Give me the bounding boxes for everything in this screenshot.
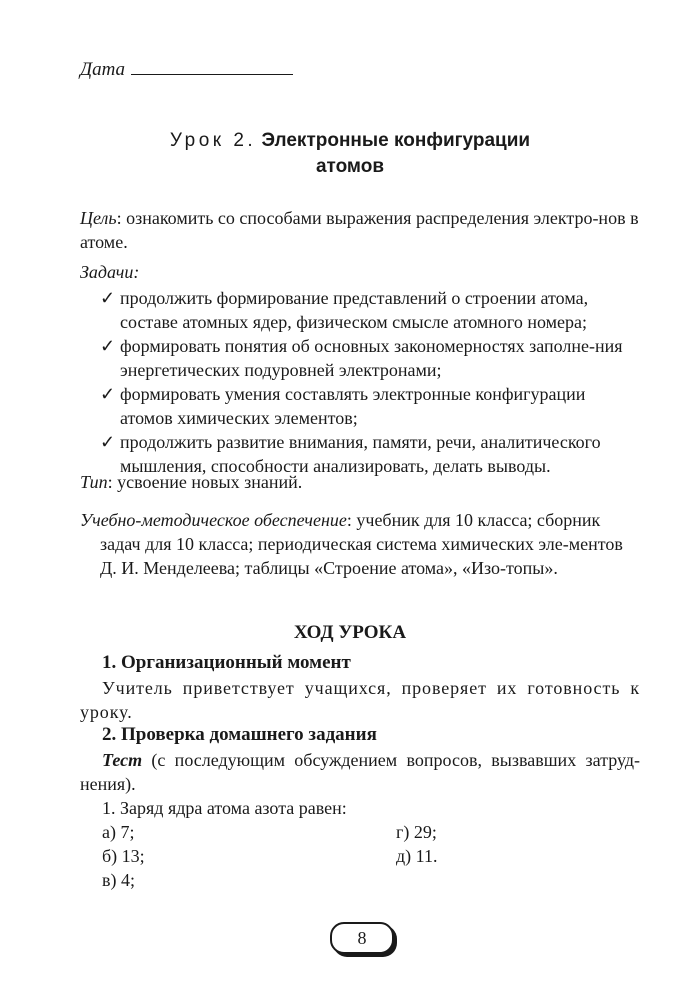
task-text: продолжить формирование представлений о строении атома, составе атомных ядер, физическом смысле атомного номера; bbox=[120, 288, 589, 332]
section-2-text bbox=[80, 748, 640, 796]
checkmark-icon: ✓ bbox=[100, 336, 116, 356]
support-paragraph bbox=[80, 508, 640, 580]
support-text: : учебник для 10 класса; сборник задач для 10 класса; периодическая система химических эле-ментов Д. И. Менделеева; таблицы «Строение атома», «Изо-топы». bbox=[100, 510, 623, 578]
lesson-title bbox=[0, 128, 700, 180]
checkmark-icon: ✓ bbox=[100, 432, 116, 452]
task-item bbox=[100, 286, 640, 334]
type-paragraph bbox=[80, 472, 302, 493]
section-2-title: 2. Проверка домашнего задания bbox=[102, 724, 377, 745]
task-text: формировать умения составлять электронные конфигурации атомов химических элементов; bbox=[120, 384, 586, 428]
goal-text: : ознакомить со способами выражения распределения электро-нов в атоме. bbox=[80, 208, 639, 252]
checkmark-icon: ✓ bbox=[100, 384, 116, 404]
task-item bbox=[100, 382, 640, 430]
answer-c: в) 4; bbox=[102, 870, 135, 890]
tasks-label-text: Задачи bbox=[80, 262, 134, 282]
answer-b: б) 13; bbox=[102, 846, 145, 866]
date-blank-line bbox=[131, 58, 293, 75]
task-item bbox=[100, 334, 640, 382]
test-description: (с последующим обсуждением вопросов, вызвавших затруд-нения). bbox=[80, 750, 640, 794]
question-text: 1. Заряд ядра атома азота равен: bbox=[102, 798, 347, 818]
answer-d: г) 29; bbox=[396, 822, 437, 842]
support-label: Учебно-методическое обеспечение bbox=[80, 510, 347, 530]
tasks-list bbox=[100, 286, 640, 478]
date-field bbox=[80, 58, 293, 81]
date-label: Дата bbox=[80, 59, 126, 80]
title-line-2: атомов bbox=[315, 156, 385, 177]
task-text: формировать понятия об основных закономерностях заполне-ния энергетических подуровней электронами; bbox=[120, 336, 623, 380]
task-text: продолжить развитие внимания, памяти, речи, аналитического мышления, способности анализировать, делать выводы. bbox=[120, 432, 601, 476]
page-number: 8 bbox=[330, 922, 394, 954]
task-item bbox=[100, 430, 640, 478]
goal-paragraph bbox=[80, 206, 640, 254]
type-label: Тип bbox=[80, 472, 108, 492]
answer-a: а) 7; bbox=[102, 822, 135, 842]
test-label: Тест bbox=[102, 750, 143, 770]
answer-e: д) 11. bbox=[396, 846, 438, 866]
tasks-label: Задачи: bbox=[80, 262, 140, 282]
goal-label: Цель bbox=[80, 208, 117, 228]
checkmark-icon: ✓ bbox=[100, 288, 116, 308]
type-text: : усвоение новых знаний. bbox=[107, 472, 303, 492]
section-1-title: 1. Организационный момент bbox=[102, 652, 351, 673]
lesson-number: Урок 2. bbox=[169, 130, 257, 151]
title-line-1: Электронные конфигурации bbox=[261, 130, 531, 151]
lesson-heading: ХОД УРОКА bbox=[293, 622, 407, 643]
section-1-text: Учитель приветствует учащихся, проверяет их готовность к уроку. bbox=[80, 678, 640, 722]
